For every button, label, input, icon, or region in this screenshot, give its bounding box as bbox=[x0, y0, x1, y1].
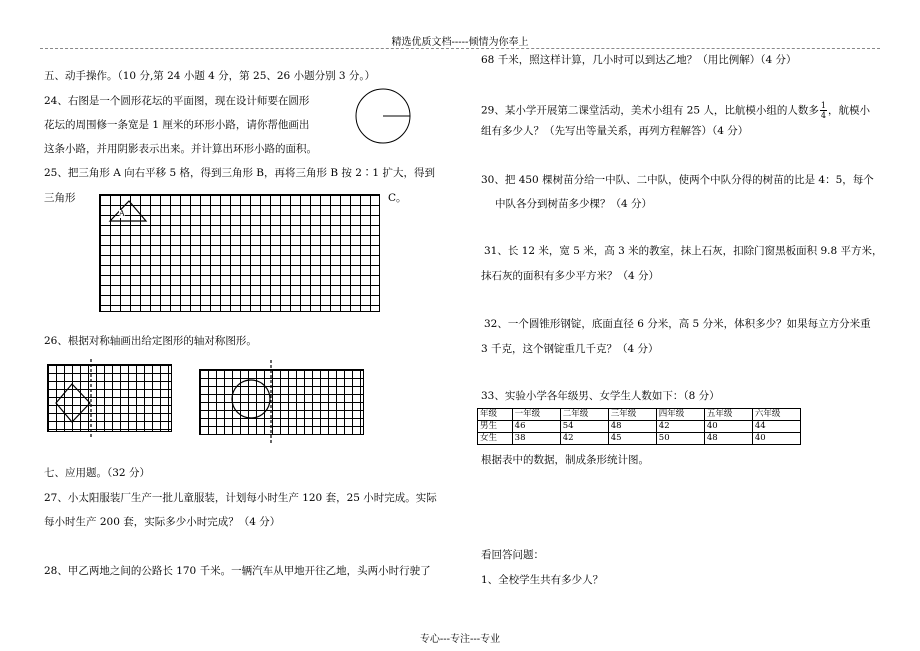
answer-prompt: 看回答问题： bbox=[481, 549, 544, 561]
table-header-cell: 六年级 bbox=[752, 409, 800, 421]
table-cell: 男生 bbox=[478, 421, 513, 433]
table-header-cell: 五年级 bbox=[704, 409, 752, 421]
circle-shape bbox=[232, 380, 270, 418]
circle-figure bbox=[200, 360, 363, 444]
triangle-a-shape bbox=[100, 195, 160, 225]
q31-line2: 抹石灰的面积有多少平方米？（4 分） bbox=[481, 270, 660, 282]
table-cell: 女生 bbox=[478, 433, 513, 445]
header-divider bbox=[40, 48, 880, 49]
fraction-one-quarter bbox=[820, 101, 827, 120]
table-row bbox=[478, 433, 801, 445]
q29-line2: 组有多少人？（先写出等量关系，再列方程解答）（4 分） bbox=[481, 125, 749, 137]
after-table-text: 根据表中的数据，制成条形统计图。 bbox=[481, 454, 649, 466]
q29-line1-b: ，航模小 bbox=[828, 104, 870, 117]
q28-line1: 28、甲乙两地之间的公路长 170 千米。一辆汽车从甲地开往乙地，头两小时行驶了 bbox=[44, 565, 431, 577]
q24-line1: 24、右图是一个圆形花坛的平面图，现在设计师要在圆形 bbox=[44, 95, 310, 107]
table-cell: 42 bbox=[656, 421, 704, 433]
q25-line2: 三角形 bbox=[44, 192, 76, 204]
circle-flowerbed-figure bbox=[354, 86, 416, 146]
q31-line1: 31、长 12 米，宽 5 米，高 3 米的教室，抹上石灰，扣除门窗黑板面积 9.8 平方米， bbox=[484, 245, 883, 257]
q32-line1: 32、一个圆锥形钢锭，底面直径 6 分米，高 5 分米，体积多少？如果每立方分米重 bbox=[484, 318, 871, 330]
table-header-row bbox=[478, 409, 801, 421]
table-cell: 45 bbox=[608, 433, 656, 445]
table-cell: 54 bbox=[560, 421, 608, 433]
table-header-cell: 二年级 bbox=[560, 409, 608, 421]
q26-grid-1 bbox=[47, 364, 172, 432]
table-cell: 42 bbox=[560, 433, 608, 445]
q24-line3: 这条小路，并用阴影表示出来。并计算出环形小路的面积。 bbox=[44, 143, 317, 155]
q25-line2-end: C。 bbox=[388, 192, 407, 204]
q30-line1: 30、把 450 棵树苗分给一中队、二中队，使两个中队分得的树苗的比是 4：5，每个 bbox=[481, 174, 874, 186]
table-cell: 40 bbox=[752, 433, 800, 445]
q26-grid-2 bbox=[199, 369, 364, 435]
table-header-cell: 一年级 bbox=[512, 409, 560, 421]
table-header-cell: 四年级 bbox=[656, 409, 704, 421]
fraction-denominator: 4 bbox=[820, 111, 826, 120]
q28-line2: 68 千米，照这样计算，几小时可以到达乙地？（用比例解）（4 分） bbox=[481, 54, 797, 66]
q25-grid bbox=[99, 194, 380, 312]
q27-line2: 每小时生产 200 套，实际多少小时完成？（4 分） bbox=[44, 516, 281, 528]
q29-line1 bbox=[481, 101, 870, 120]
table-header-cell: 三年级 bbox=[608, 409, 656, 421]
q29-line1-a: 29、某小学开展第二课堂活动，美术小组有 25 人，比航模小组的人数多 bbox=[481, 104, 819, 117]
diamond-figure bbox=[48, 359, 171, 439]
table-row bbox=[478, 421, 801, 433]
section-7-title: 七、应用题。（32 分） bbox=[44, 467, 150, 479]
diamond-shape bbox=[56, 384, 90, 422]
q32-line2: 3 千克，这个钢锭重几千克？（4 分） bbox=[481, 343, 659, 355]
q26-text: 26、根据对称轴画出给定图形的轴对称图形。 bbox=[44, 335, 257, 347]
table-cell: 44 bbox=[752, 421, 800, 433]
table-cell: 50 bbox=[656, 433, 704, 445]
section-5-title: 五、动手操作。（10 分,第 24 小题 4 分，第 25、26 小题分别 3 分。） bbox=[44, 70, 376, 82]
table-cell: 46 bbox=[512, 421, 560, 433]
q24-line2: 花坛的周围修一条宽是 1 厘米的环形小路，请你帮他画出 bbox=[44, 119, 310, 131]
table-cell: 48 bbox=[608, 421, 656, 433]
q25-line1: 25、把三角形 A 向右平移 5 格，得到三角形 B，再将三角形 B 按 2∶1 扩大，得到 bbox=[44, 167, 435, 179]
table-cell: 38 bbox=[512, 433, 560, 445]
q33-text: 33、实验小学各年级男、女学生人数如下：（8 分） bbox=[481, 390, 720, 402]
q30-line2: 中队各分到树苗多少棵？（4 分） bbox=[495, 198, 653, 210]
page-header: 精选优质文档-----倾情为你奉上 bbox=[391, 37, 529, 48]
table-cell: 48 bbox=[704, 433, 752, 445]
student-count-table bbox=[477, 408, 801, 445]
triangle-a-label: A bbox=[119, 209, 125, 218]
question-1: 1、全校学生共有多少人？ bbox=[481, 574, 604, 586]
q27-line1: 27、小太阳服装厂生产一批儿童服装，计划每小时生产 120 套，25 小时完成。实际 bbox=[44, 492, 437, 504]
fraction-numerator: 1 bbox=[820, 101, 826, 110]
table-cell: 40 bbox=[704, 421, 752, 433]
table-header-cell: 年级 bbox=[478, 409, 513, 421]
page-footer: 专心---专注---专业 bbox=[419, 634, 501, 645]
